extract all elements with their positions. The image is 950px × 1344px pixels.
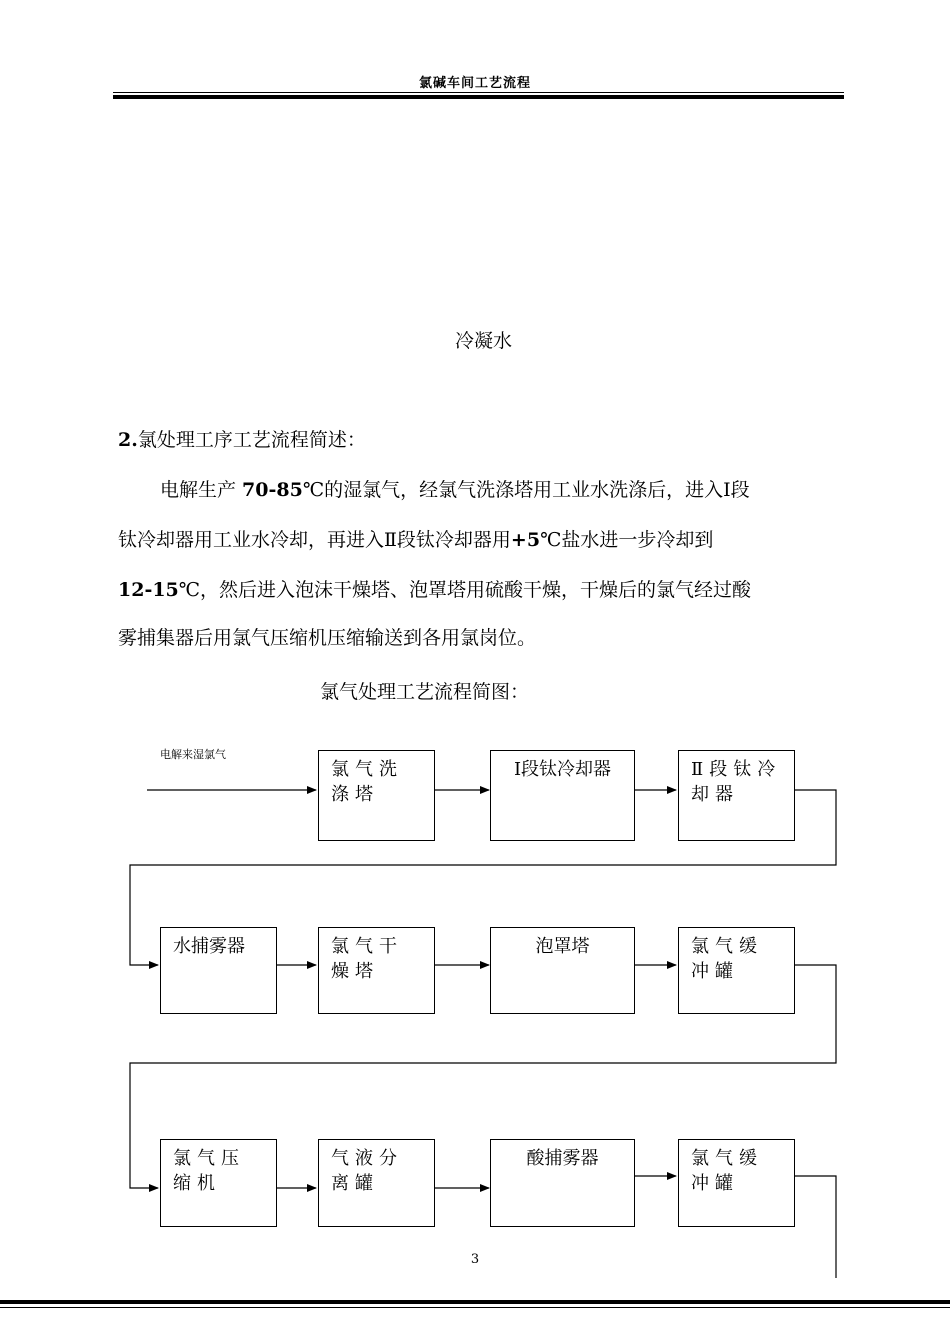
box-bubble-cap-tower: 泡罩塔 bbox=[490, 927, 635, 1014]
header-title: 氯碱车间工艺流程 bbox=[418, 76, 531, 91]
caption-condensate: 冷凝水 bbox=[455, 330, 513, 352]
box-ti-cooler-2: Ⅱ段钛冷却器 bbox=[678, 750, 795, 841]
footer-divider-thin bbox=[0, 1307, 950, 1308]
p3-temp: 12-15 bbox=[118, 579, 179, 601]
box-ti-cooler-1: Ⅰ段钛冷却器 bbox=[490, 750, 635, 841]
p1-text-a: 电解生产 bbox=[160, 479, 243, 501]
p1-temp: 70-85 bbox=[242, 479, 303, 501]
box-water-demister: 水捕雾器 bbox=[160, 927, 277, 1014]
section-heading-number: 2. bbox=[118, 429, 138, 451]
section-heading-text: 氯处理工序工艺流程简述： bbox=[137, 429, 366, 451]
box-chlorine-dryer: 氯气干燥塔 bbox=[318, 927, 435, 1014]
p3-text-b: ℃，然后进入泡沫干燥塔、泡罩塔用硫酸干燥，干燥后的氯气经过酸 bbox=[178, 579, 752, 601]
box-gas-liquid-separator: 气液分离罐 bbox=[318, 1139, 435, 1227]
box-chlorine-washer: 氯气洗涤塔 bbox=[318, 750, 435, 841]
footer-divider-thick bbox=[0, 1300, 950, 1304]
source-label: 电解来湿氯气 bbox=[160, 748, 226, 761]
paragraph-line-4: 雾捕集器后用氯气压缩机压缩输送到各用氯岗位。 bbox=[118, 627, 537, 649]
flow-caption: 氯气处理工艺流程简图： bbox=[320, 681, 530, 703]
box-chlorine-compressor: 氯气压缩机 bbox=[160, 1139, 277, 1227]
box-chlorine-buffer-2: 氯气缓冲罐 bbox=[678, 1139, 795, 1227]
p1-text-c: ℃的湿氯气，经氯气洗涤塔用工业水洗涤后，进入Ⅰ段 bbox=[302, 479, 750, 501]
p2-temp: +5 bbox=[510, 529, 541, 551]
p2-text-a: 钛冷却器用工业水冷却，再进入Ⅱ段钛冷却器用 bbox=[118, 529, 511, 551]
box-acid-demister: 酸捕雾器 bbox=[490, 1139, 635, 1227]
box-chlorine-buffer-1: 氯气缓冲罐 bbox=[678, 927, 795, 1014]
page-number: 3 bbox=[470, 1252, 480, 1267]
p2-text-c: ℃盐水进一步冷却到 bbox=[540, 529, 714, 551]
